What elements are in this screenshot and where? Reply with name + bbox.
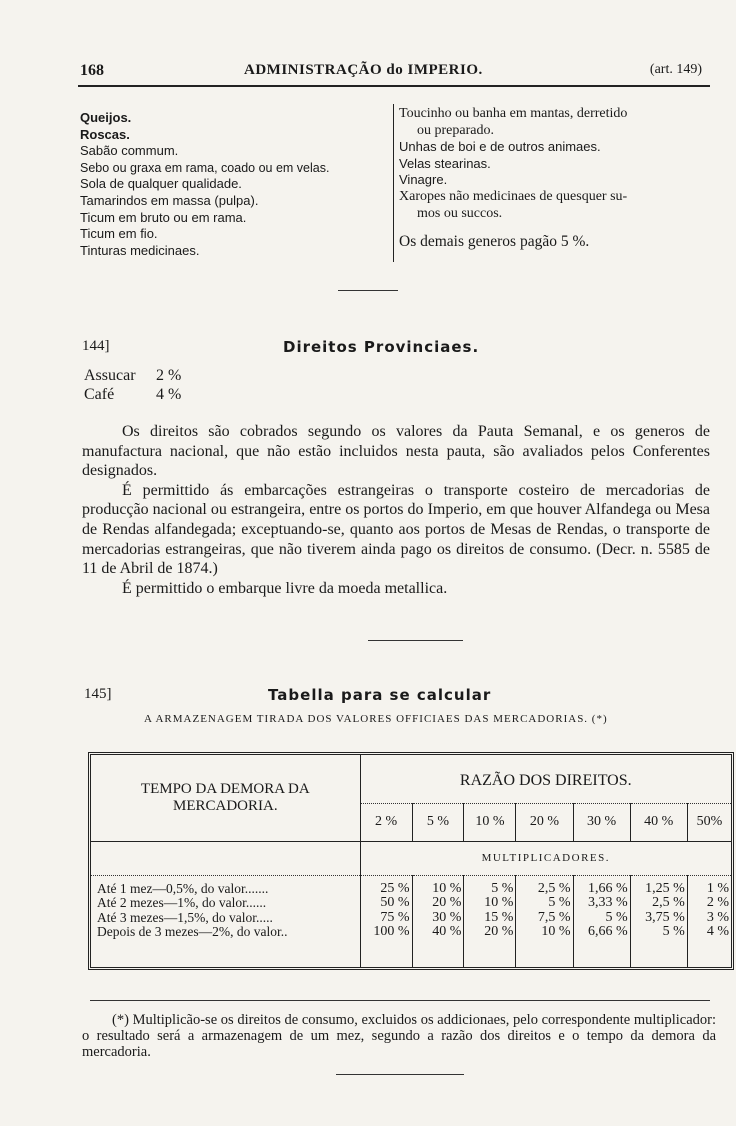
- goods-item: Velas stearinas.: [399, 155, 491, 171]
- rate-value: 4 %: [156, 386, 182, 403]
- goods-list-right: [399, 106, 714, 251]
- rate-col-header: 2 %: [360, 803, 412, 841]
- section-number: 145]: [84, 686, 112, 702]
- rate-col-header: 30 %: [573, 803, 630, 841]
- cell-value: 75 %: [380, 909, 410, 925]
- goods-item: Ticum em fio.: [80, 226, 158, 242]
- goods-item: Tinturas medicinaes.: [80, 242, 200, 258]
- cell-value: 1 %: [706, 880, 729, 896]
- section-rule: [368, 640, 463, 641]
- rate-item: Assucar: [84, 367, 136, 384]
- goods-item-cont: mos ou succos.: [417, 205, 503, 221]
- value-col: [412, 875, 464, 967]
- goods-item: Sebo ou graxa em rama, coado ou em velas.: [80, 160, 330, 175]
- goods-item: Queijos.: [80, 110, 132, 125]
- row-label: Até 1 mez—0,5%, do valor.......: [97, 880, 269, 896]
- footnote-rule: [90, 1000, 710, 1001]
- cell-value: 3 %: [706, 909, 729, 925]
- goods-item: Unhas de boi e de outros animaes.: [399, 139, 601, 155]
- cell-value: 25 %: [380, 880, 410, 896]
- paragraph: Os direitos são cobrados segundo os valores da Pauta Semanal, e os generos de manufactura nacional, que não estão incluidos nesta pauta, são avaliados pelos Conferentes designados.: [82, 423, 710, 480]
- row-label: Até 2 mezes—1%, do valor......: [97, 895, 267, 910]
- cell-value: 100 %: [373, 924, 410, 939]
- rate-col-header: 20 %: [516, 803, 573, 841]
- goods-item: Roscas.: [80, 126, 130, 142]
- rate-row: [84, 385, 284, 404]
- cell-value: 40 %: [432, 924, 462, 939]
- cell-value: 30 %: [432, 909, 462, 925]
- cell-value: 20 %: [484, 924, 514, 939]
- footnote: (*) Multiplicão-se os direitos de consumo, excluidos os addicionaes, pelo correspondente multiplicador: o resultado será a armazenagem de um mez, segundo a razão dos direitos e o tempo da demora da mercadoria.: [82, 1012, 716, 1060]
- section-number: 144]: [82, 338, 110, 354]
- section-title: Direitos Provinciaes.: [283, 338, 480, 356]
- goods-item: Xaropes não medicinaes de quesquer su-: [399, 188, 628, 204]
- section-rule: [338, 290, 398, 291]
- rate-col-header: 40 %: [630, 803, 687, 841]
- cell-value: 6,66 %: [588, 924, 628, 939]
- cell-value: 15 %: [484, 909, 514, 925]
- goods-item: Toucinho ou banha em mantas, derretido: [399, 106, 628, 121]
- cell-value: 20 %: [432, 895, 462, 910]
- value-col: [516, 875, 573, 967]
- goods-item: Sola de qualquer qualidade.: [80, 176, 242, 192]
- rates-header: RAZÃO DOS DIREITOS.: [459, 772, 632, 790]
- blank-cell: [91, 841, 360, 875]
- running-title: ADMINISTRAÇÃO do IMPERIO.: [244, 62, 483, 78]
- cell-value: 3,33 %: [588, 895, 628, 910]
- cell-value: 5 %: [662, 924, 685, 939]
- value-col: [687, 875, 731, 967]
- cell-value: 4 %: [706, 924, 729, 939]
- rate-col-header: 10 %: [464, 803, 516, 841]
- goods-item: Tamarindos em massa (pulpa).: [80, 192, 259, 208]
- section-title: Tabella para se calcular: [268, 686, 492, 704]
- cell-value: 5 %: [548, 895, 571, 910]
- value-col: [630, 875, 687, 967]
- time-header: TEMPO DA DEMORA DA MERCADORIA.: [140, 780, 310, 814]
- column-separator: [393, 104, 394, 262]
- rates-header-cell: [360, 755, 731, 803]
- page-header: [80, 62, 710, 84]
- multipliers-label: MULTIPLICADORES.: [481, 852, 610, 864]
- rate-item: Café: [84, 386, 115, 403]
- rate-value: 2 %: [156, 367, 182, 384]
- rate-row: [84, 366, 284, 385]
- cell-value: 10 %: [432, 880, 462, 896]
- row-label: Depois de 3 mezes—2%, do valor..: [97, 924, 288, 939]
- header-rule: [78, 85, 710, 87]
- cell-value: 2,5 %: [652, 895, 685, 910]
- goods-item: Vinagre.: [399, 172, 448, 188]
- cell-value: 1,66 %: [588, 880, 628, 896]
- paragraph: É permittido ás embarcações estrangeiras o transporte costeiro de mercadorias de producção nacional ou estrangeira, entre os portos do Imperio, em que houver Alfandega ou Mesa de Rendas alfandegada; exceptuando-se, quanto aos portos de Mesas de Rendas, o transporte de mercadorias estrangeiras, que não tiverem ainda pago os direitos de consumo. (Decr. n. 5585 de 11 de Abril de 1874.): [82, 481, 710, 578]
- section-rule: [336, 1074, 464, 1075]
- cell-value: 5 %: [491, 880, 514, 896]
- rate-col-header: 5 %: [412, 803, 464, 841]
- goods-item: Sabão commum.: [80, 143, 179, 159]
- value-col: [573, 875, 630, 967]
- goods-list-left: [80, 110, 390, 259]
- article-ref: (art. 149): [649, 62, 702, 77]
- multipliers-cell: [360, 841, 731, 875]
- cell-value: 7,5 %: [537, 909, 571, 925]
- value-col: [360, 875, 412, 967]
- goods-others: Os demais generos pagão 5 %.: [399, 233, 590, 251]
- row-labels: [91, 875, 360, 967]
- cell-value: 3,75 %: [645, 909, 685, 925]
- cell-value: 10 %: [484, 895, 514, 910]
- goods-item-cont: ou preparado.: [417, 122, 494, 138]
- paragraph: É permittido o embarque livre da moeda metallica.: [122, 579, 448, 597]
- storage-table: [88, 752, 734, 970]
- value-col: [464, 875, 516, 967]
- cell-value: 10 %: [541, 924, 571, 939]
- rate-col-header: 50%: [687, 803, 731, 841]
- cell-value: 2,5 %: [537, 880, 571, 896]
- cell-value: 2 %: [706, 895, 729, 910]
- section-144-text: [82, 422, 710, 598]
- page-number: 168: [80, 62, 104, 79]
- goods-item: Ticum em bruto ou em rama.: [80, 209, 247, 225]
- cell-value: 1,25 %: [645, 880, 685, 896]
- row-label: Até 3 mezes—1,5%, do valor.....: [97, 909, 273, 925]
- time-header-cell: [91, 755, 360, 841]
- table-subtitle: A ARMAZENAGEM TIRADA DOS VALORES OFFICIAES DAS MERCADORIAS. (*): [144, 713, 608, 725]
- rates-list: [84, 366, 284, 404]
- cell-value: 5 %: [605, 909, 628, 925]
- cell-value: 50 %: [380, 895, 410, 910]
